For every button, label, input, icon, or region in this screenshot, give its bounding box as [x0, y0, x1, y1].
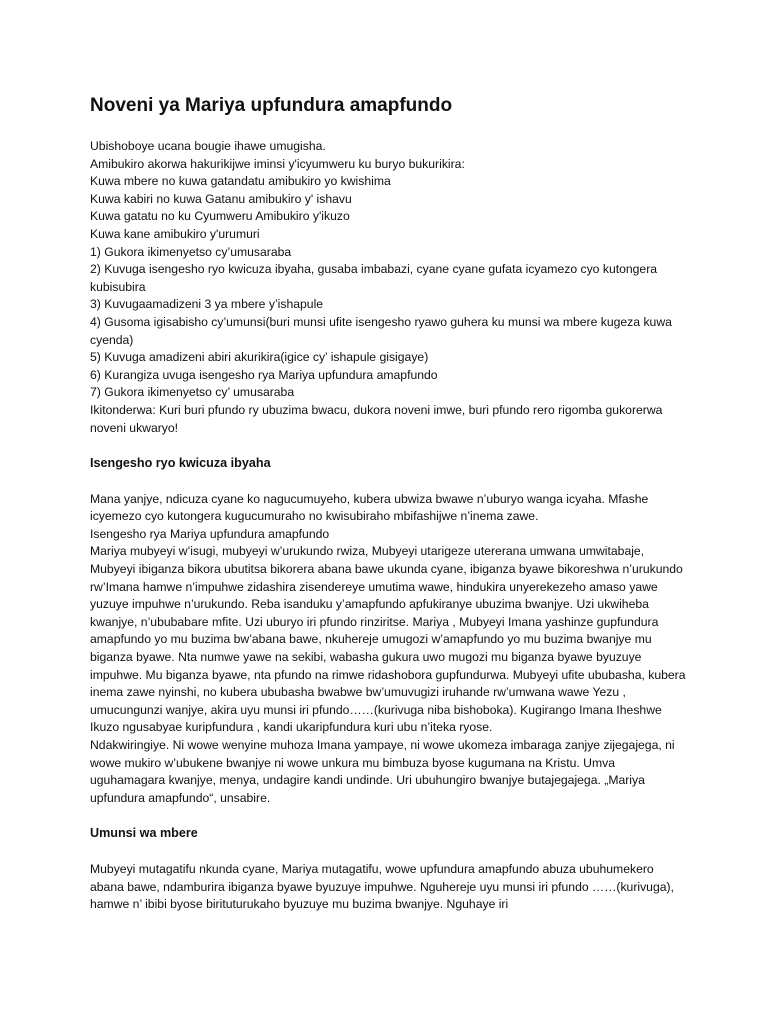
- step-item: 5) Kuvuga amadizeni abiri akurikira(igice cy’ ishapule gisigaye): [90, 350, 429, 365]
- paragraph: Mana yanjye, ndicuza cyane ko nagucumuyeho, kubera ubwiza bwawe n’uburyo wanga icyaha. Mfashe icyemezo cyo kutongera kugucumuraho no kwisubiraho mbifashijwe n’inema zawe.: [90, 491, 649, 524]
- step-item: 6) Kurangiza uvuga isengesho rya Mariya upfundura amapfundo: [90, 367, 438, 382]
- section-body: [90, 491, 690, 808]
- intro-block: [90, 138, 690, 437]
- intro-line: Kuwa kabiri no kuwa Gatanu amibukiro y' ishavu: [90, 191, 352, 206]
- document-body: [90, 94, 690, 914]
- step-item: 7) Gukora ikimenyetso cy’ umusaraba: [90, 385, 295, 400]
- intro-line: Amibukiro akorwa hakurikijwe iminsi y'icyumweru ku buryo bukurikira:: [90, 156, 465, 171]
- paragraph: Mariya mubyeyi w’isugi, mubyeyi w’urukundo rwiza, Mubyeyi utarigeze utererana umwana umwitabaje, Mubyeyi ibiganza bikora ubutitsa bikorera abana bawe ukunda cyane, ibiganza byawe bikoreshwa n’urukundo rw’Imana hamwe n’impuhwe zidashira zisendereye umutima wawe, hindukira unyerekezeho amaso yawe yuzuye impuhwe n’urukundo. Reba isanduku y’amapfundo apfukiranye ubuzima bwanjye. Uzi ukwiheba kwanjye, n’ububabare mfite. Uzi uburyo iri pfundo rinziritse. Mariya , Mubyeyi Imana yashinze gupfundura amapfundo yo mu buzima bw’abana bawe, nkuhereje umugozi w’amapfundo yo mu buzima bwanjye mu biganza byawe. Nta numwe yawe na sekibi, wabasha gukura uwo mugozi mu biganza byawe byuzuye impuhwe. Mu biganza byawe, nta pfundo na rimwe ridashobora gupfundurwa. Mubyeyi ufite ububasha, kubera inema zawe nyinshi, no kubera ububasha bwabwe bw’umuvugizi iruhande rw’umwana wawe Yezu , umucungunzi wanjye, akira uyu munsi iri pfundo……(kurivuga niba bishoboka). Kugirango Imana Iheshwe Ikuzo ngusabyae kuripfundura , kandi ukaripfundura kuri ubu n’iteka ryose.: [90, 544, 686, 735]
- section-heading: Umunsi wa mbere: [90, 826, 198, 841]
- intro-line: Ubishoboye ucana bougie ihawe umugisha.: [90, 139, 326, 153]
- paragraph: Mubyeyi mutagatifu nkunda cyane, Mariya mutagatifu, wowe upfundura amapfundo abuza ubuhumekero abana bawe, ndamburira ibiganza byawe byuzuye impuhwe. Nguhereje uyu munsi iri pfundo ……(kurivuga), hamwe n’ ibibi byose birituturukaho byuzuye mu buzima bwanjye. Nguhaye iri: [90, 861, 674, 912]
- step-item: 2) Kuvuga isengesho ryo kwicuza ibyaha, gusaba imbabazi, cyane cyane gufata icyamezo cyo kutongera kubisubira: [90, 262, 658, 294]
- step-item: 1) Gukora ikimenyetso cy’umusaraba: [90, 244, 292, 259]
- step-item: 3) Kuvugaamadizeni 3 ya mbere y’ishapule: [90, 297, 324, 312]
- step-item: 4) Gusoma igisabisho cy’umunsi(buri munsi ufite isengesho ryawo guhera ku munsi wa mbere kugeza kuwa cyenda): [90, 314, 672, 347]
- section-body: [90, 861, 690, 914]
- intro-line: Kuwa gatatu no ku Cyumweru Amibukiro y'ikuzo: [90, 209, 350, 224]
- intro-line: Kuwa mbere no kuwa gatandatu amibukiro yo kwishima: [90, 174, 391, 189]
- note-text: Ikitonderwa: Kuri buri pfundo ry ubuzima bwacu, dukora noveni imwe, buri pfundo rero rigomba gukorerwa noveni ukwaryo!: [90, 402, 663, 435]
- paragraph: Ndakwiringiye. Ni wowe wenyine muhoza Imana yampaye, ni wowe ukomeza imbaraga zanjye zijegajega, ni wowe mukiro w’ubukene bwanjye ni wowe unkura mu bimbuza byose kugumana na Kristu. Umva uguhamagara kwanjye, menya, undagire kandi undinde. Uri ubuhungiro bwanjye butajegajega. „Mariya upfundura amapfundo“, unsabire.: [90, 738, 675, 805]
- intro-line: Kuwa kane amibukiro y'urumuri: [90, 226, 260, 241]
- page-title: Noveni ya Mariya upfundura amapfundo: [90, 95, 453, 116]
- section-heading: Isengesho ryo kwicuza ibyaha: [90, 456, 271, 471]
- paragraph: Isengesho rya Mariya upfundura amapfundo: [90, 526, 330, 541]
